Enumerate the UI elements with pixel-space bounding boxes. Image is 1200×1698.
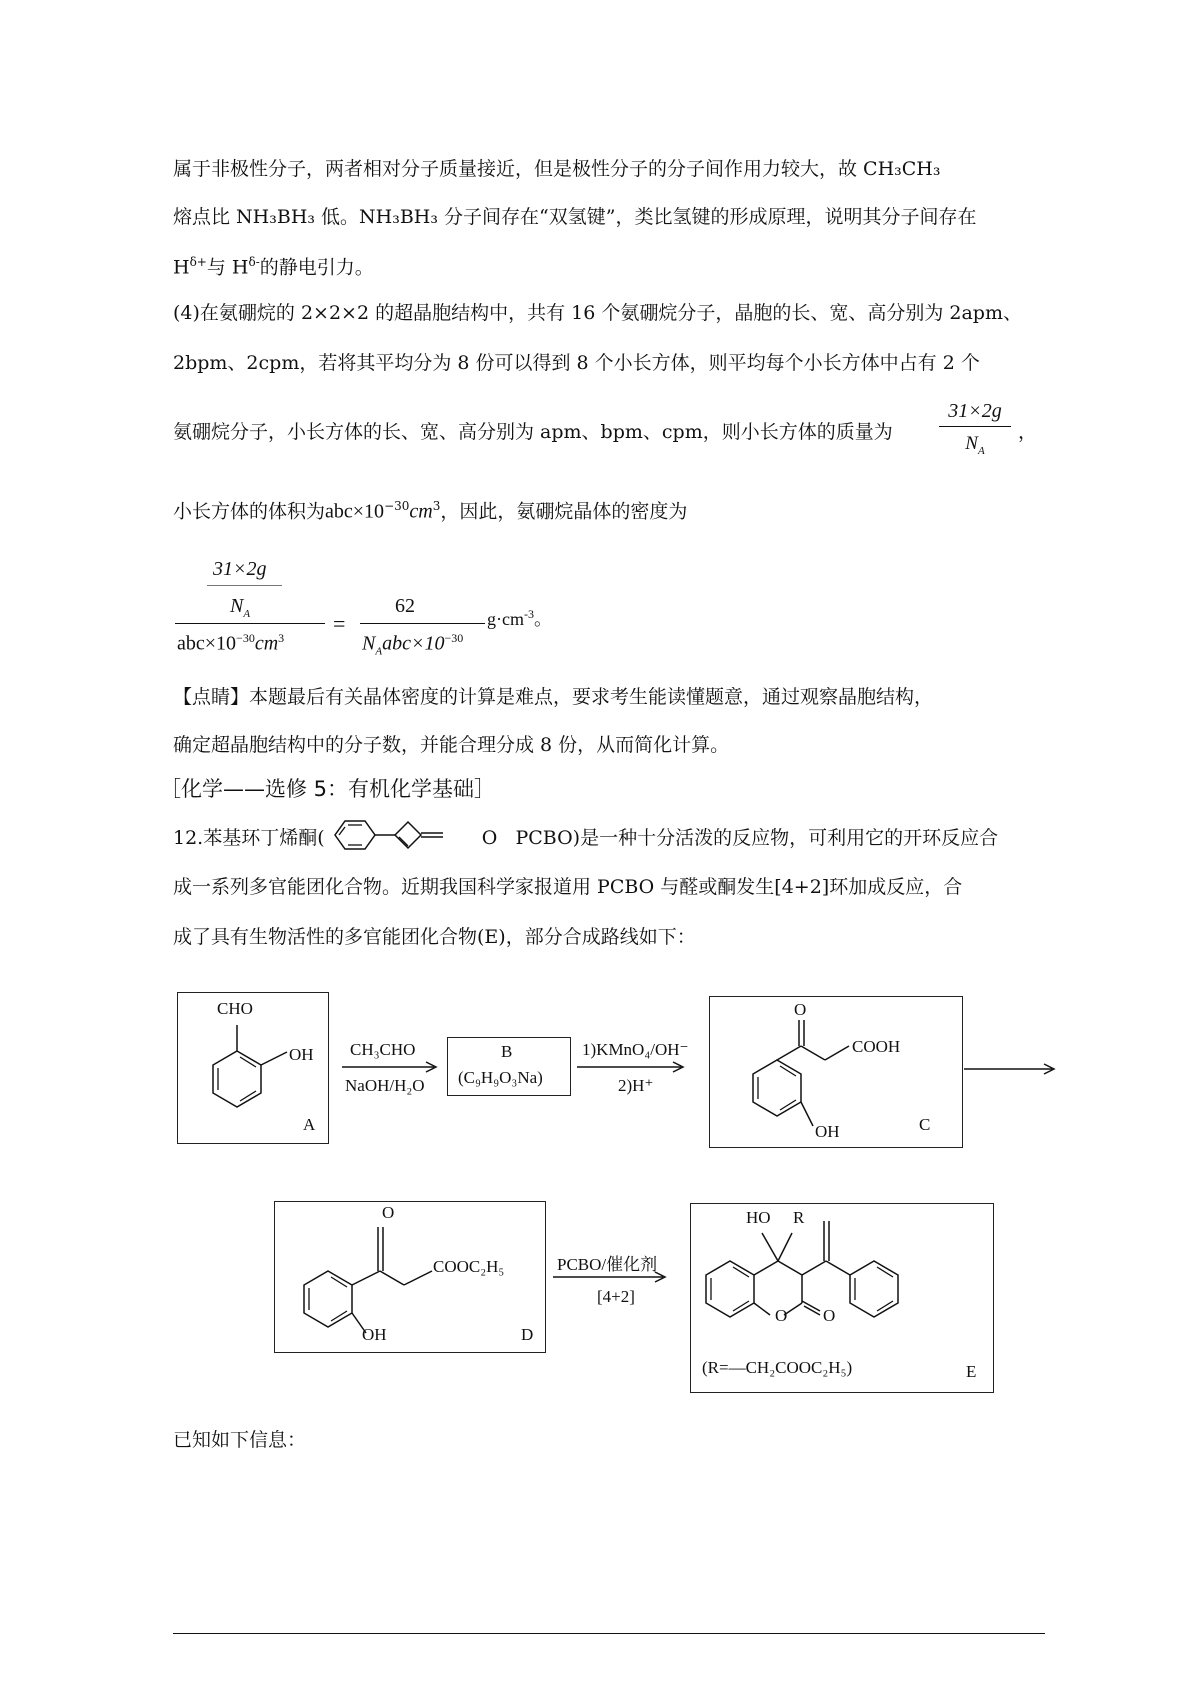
compound-a-oh: OH <box>289 1045 314 1064</box>
para2-line2: 2bpm、2cpm，若将其平均分为 8 份可以得到 8 个小长方体，则平均每个小长方体中占有 2 个 <box>173 352 980 374</box>
para2-line1: (4)在氨硼烷的 2×2×2 的超晶胞结构中，共有 16 个氨硼烷分子，晶胞的长、宽、高分别为 2apm、 <box>173 302 1022 324</box>
compound-c-oh: OH <box>815 1122 840 1141</box>
para2-line3-end: ， <box>1018 421 1038 443</box>
compound-e-r-definition: (R=—CH₂COOC₂H₅) <box>702 1358 853 1377</box>
mass-numerator: 31×2g <box>948 400 1002 422</box>
q12-line1-rest: PCBO)是一种十分活泼的反应物，可利用它的开环反应合 <box>515 827 999 849</box>
compound-a-cho: CHO <box>217 999 253 1018</box>
density-text: ，因此，氨硼烷晶体的密度为 <box>440 500 688 523</box>
attraction-text: 的静电引力。 <box>259 256 374 279</box>
density-unit: g·cm <box>487 609 524 629</box>
para1-line2: 熔点比 NH₃BH₃ 低。NH₃BH₃ 分子间存在“双氢键”，类比氢键的形成原理，说明其分子间存在 <box>173 206 977 228</box>
compound-c-oxygen: O <box>794 1000 807 1019</box>
para1-line3 <box>173 256 374 277</box>
inner-numerator: 31×2g <box>213 558 267 580</box>
reagent-3-bottom: [4+2] <box>597 1287 635 1306</box>
reagent-1-top: CH₃CHO <box>350 1040 416 1059</box>
compound-d-oh: OH <box>362 1325 387 1344</box>
inner-denominator-sub: A <box>243 608 251 620</box>
compound-d-label: D <box>521 1325 534 1344</box>
compound-e-label: E <box>966 1362 977 1381</box>
mass-fraction <box>935 400 1015 457</box>
q12-line1 <box>173 826 998 852</box>
note-line2: 确定超晶胞结构中的分子数，并能合理分成 8 份，从而简化计算。 <box>173 734 730 756</box>
delta-plus: δ+ <box>189 255 207 269</box>
volume-unit-exp: 3 <box>432 499 441 513</box>
known-info: 已知如下信息： <box>173 1429 307 1451</box>
formula-end: 。 <box>533 609 552 629</box>
outer-denominator-unit-exp: 3 <box>278 631 285 645</box>
reagent-1-bottom: NaOH/H₂O <box>345 1076 425 1095</box>
outer-denominator: abc×10 <box>177 632 237 655</box>
rhs-denominator-sub: A <box>375 645 383 658</box>
mass-denominator-sub: A <box>977 444 985 457</box>
footer-rule <box>173 1633 1045 1634</box>
compound-d-oxygen: O <box>382 1203 395 1222</box>
compound-e-ho: HO <box>746 1208 771 1227</box>
density-unit-exp: -3 <box>523 607 534 621</box>
para1-line1: 属于非极性分子，两者相对分子质量接近，但是极性分子的分子间作用力较大，故 CH₃CH₃ <box>173 158 941 180</box>
inner-denominator: N <box>230 595 244 617</box>
reagent-3-top: PCBO/催化剂 <box>557 1255 658 1274</box>
mass-denominator: N <box>965 433 978 454</box>
reaction-arrow-3-icon <box>553 1270 671 1284</box>
with-h-text: 与 H <box>206 256 249 279</box>
q12-line3: 成了具有生物活性的多官能团化合物(E)，部分合成路线如下： <box>173 926 696 948</box>
q12-line2: 成一系列多官能团化合物。近期我国科学家报道用 PCBO 与醛或酮发生[4+2]环加成反应，合 <box>173 876 963 898</box>
outer-denominator-unit: cm <box>254 632 279 655</box>
rhs-denominator-exp: −30 <box>444 631 464 645</box>
delta-minus: δ- <box>248 255 260 269</box>
pcbo-oxygen: O <box>481 827 498 849</box>
volume-text: 小长方体的体积为 <box>173 500 326 523</box>
compound-e-r: R <box>793 1208 805 1227</box>
rhs-numerator: 62 <box>395 595 415 617</box>
pcbo-structure-icon <box>331 818 476 852</box>
q12-intro: 12.苯基环丁烯酮( <box>173 827 325 849</box>
h-text: H <box>173 256 190 279</box>
reaction-arrow-2-icon <box>577 1060 689 1074</box>
reagent-2-bottom: 2)H⁺ <box>618 1076 654 1095</box>
compound-c-cooh: COOH <box>852 1037 901 1056</box>
compound-b-label: B <box>501 1042 513 1061</box>
equals-sign: = <box>333 611 346 636</box>
compound-e-ring-oxygen: O <box>775 1306 788 1325</box>
outer-denominator-exp: −30 <box>236 631 255 645</box>
density-formula <box>175 555 575 665</box>
rhs-denominator-n: N <box>362 632 376 655</box>
compound-d-ester: COOC₂H₅ <box>433 1257 505 1276</box>
para2-line3: 氨硼烷分子，小长方体的长、宽、高分别为 apm、bpm、cpm，则小长方体的质量为 <box>173 421 893 443</box>
volume-unit: cm <box>409 500 433 523</box>
compound-e-carbonyl-oxygen: O <box>823 1306 836 1325</box>
reagent-2-top: 1)KMnO₄/OH⁻ <box>582 1040 689 1059</box>
volume-expr: abc×10 <box>325 500 385 523</box>
volume-exp: −30 <box>384 499 410 513</box>
reaction-arrow-1-icon <box>342 1060 442 1074</box>
compound-a-label: A <box>303 1115 316 1134</box>
rhs-denominator-abc: abc×10 <box>382 632 445 655</box>
section-title: ［化学——选修 5：有机化学基础］ <box>160 777 496 801</box>
note-line1: 【点睛】本题最后有关晶体密度的计算是难点，要求考生能读懂题意，通过观察晶胞结构， <box>173 686 934 708</box>
compound-b-formula: (C₉H₉O₃Na) <box>458 1068 543 1087</box>
para2-line4 <box>173 500 687 521</box>
continue-arrow-icon <box>964 1062 1060 1076</box>
compound-c-label: C <box>919 1115 931 1134</box>
